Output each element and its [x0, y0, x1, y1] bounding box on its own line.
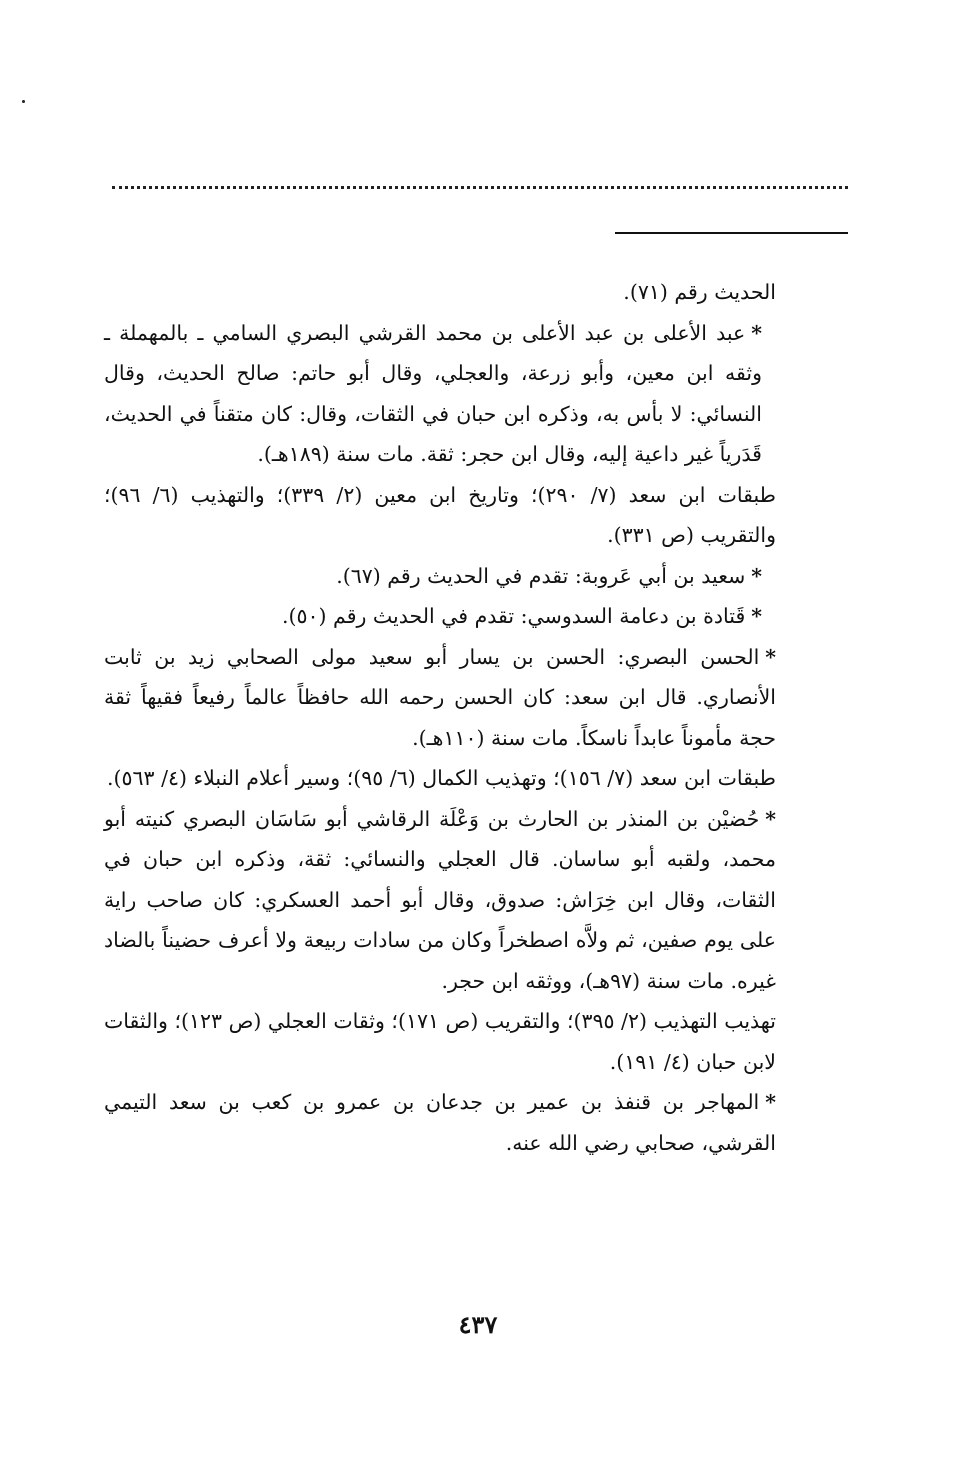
footnote-paragraph — [104, 758, 776, 799]
paragraph-text: عبد الأعلى بن عبد الأعلى بن محمد القرشي البصري السامي ـ بالمهملة ـ وثقه ابن معين، وأبو زرعة، والعجلي، وقال أبو حاتم: صالح الحديث، وقال النسائي: لا بأس به، وذكره ابن حبان في الثقات، وقال: كان متقناً في الحديث، قَدَرياً غير داعية إليه، وقال ابن حجر: ثقة. مات سنة (١٨٩هـ). — [104, 320, 762, 466]
footnote-paragraph — [104, 313, 776, 475]
footnote-paragraph — [104, 475, 776, 556]
paragraph-text: سعيد بن أبي عَروبة: تقدم في الحديث رقم (٦٧). — [336, 563, 746, 588]
dotted-separator — [112, 186, 848, 189]
paragraph-text: المهاجر بن قنفذ بن عمير بن جدعان بن عمرو بن كعب بن سعد التيمي القرشي، صحابي رضي الله عنه. — [104, 1090, 776, 1155]
entry-marker: * — [765, 644, 776, 669]
footnote-paragraph — [104, 799, 776, 1002]
paragraph-text: الحسن البصري: الحسن بن يسار أبو سعيد مولى الصحابي زيد بن ثابت الأنصاري. قال ابن سعد: كان الحسن رحمه الله حافظاً عالماً رفيعاً فقيهاً ثقة حجة مأموناً عابداً ناسكاً. مات سنة (١١٠هـ). — [104, 644, 776, 750]
entry-marker: * — [751, 320, 762, 345]
scan-speck — [22, 100, 25, 103]
footnote-body — [104, 272, 776, 1163]
paragraph-text: قَتادة بن دعامة السدوسي: تقدم في الحديث رقم (٥٠). — [282, 604, 746, 628]
paragraph-text: تهذيب التهذيب (٢/ ٣٩٥)؛ والتقريب (ص ١٧١)؛ وثقات العجلي (ص ١٢٣)؛ والثقات لابن حبان (٤/ ١٩١). — [104, 1009, 776, 1074]
footnote-rule — [615, 232, 848, 234]
paragraph-text: حُضيْن بن المنذر بن الحارث بن وَعْلَة الرقاشي أبو سَاسَان البصري كنيته أبو محمد، ولقبه أبو ساسان. قال العجلي والنسائي: ثقة، وذكره ابن حبان في الثقات، وقال ابن خِرَاش: صدوق، وقال أبو أحمد العسكري: كان صاحب راية على يوم صفين، ثم ولاَّه اصطخراً وكان من سادات ربيعة ولا أعرف حضيناً بالضاد غيره. مات سنة (٩٧هـ)، ووثقه ابن حجر. — [104, 806, 776, 993]
entry-marker: * — [765, 1090, 776, 1114]
footnote-paragraph — [104, 637, 776, 759]
footnote-paragraph — [104, 556, 776, 597]
footnote-paragraph — [104, 596, 776, 637]
entry-marker: * — [751, 604, 762, 628]
footnote-paragraph — [104, 1082, 776, 1163]
entry-marker: * — [751, 563, 762, 588]
paragraph-text: طبقات ابن سعد (٧/ ٢٩٠)؛ وتاريخ ابن معين (٢/ ٣٣٩)؛ والتهذيب (٦/ ٩٦)؛ والتقريب (ص ٣٣١). — [104, 482, 776, 547]
footnote-paragraph — [104, 1001, 776, 1082]
paragraph-text: طبقات ابن سعد (٧/ ١٥٦)؛ وتهذيب الكمال (٦/ ٩٥)؛ وسير أعلام النبلاء (٤/ ٥٦٣). — [107, 766, 776, 790]
entry-marker: * — [765, 806, 776, 831]
footnote-paragraph — [104, 272, 776, 313]
page-number: ٤٣٧ — [458, 1310, 498, 1339]
paragraph-text: الحديث رقم (٧١). — [623, 280, 776, 304]
